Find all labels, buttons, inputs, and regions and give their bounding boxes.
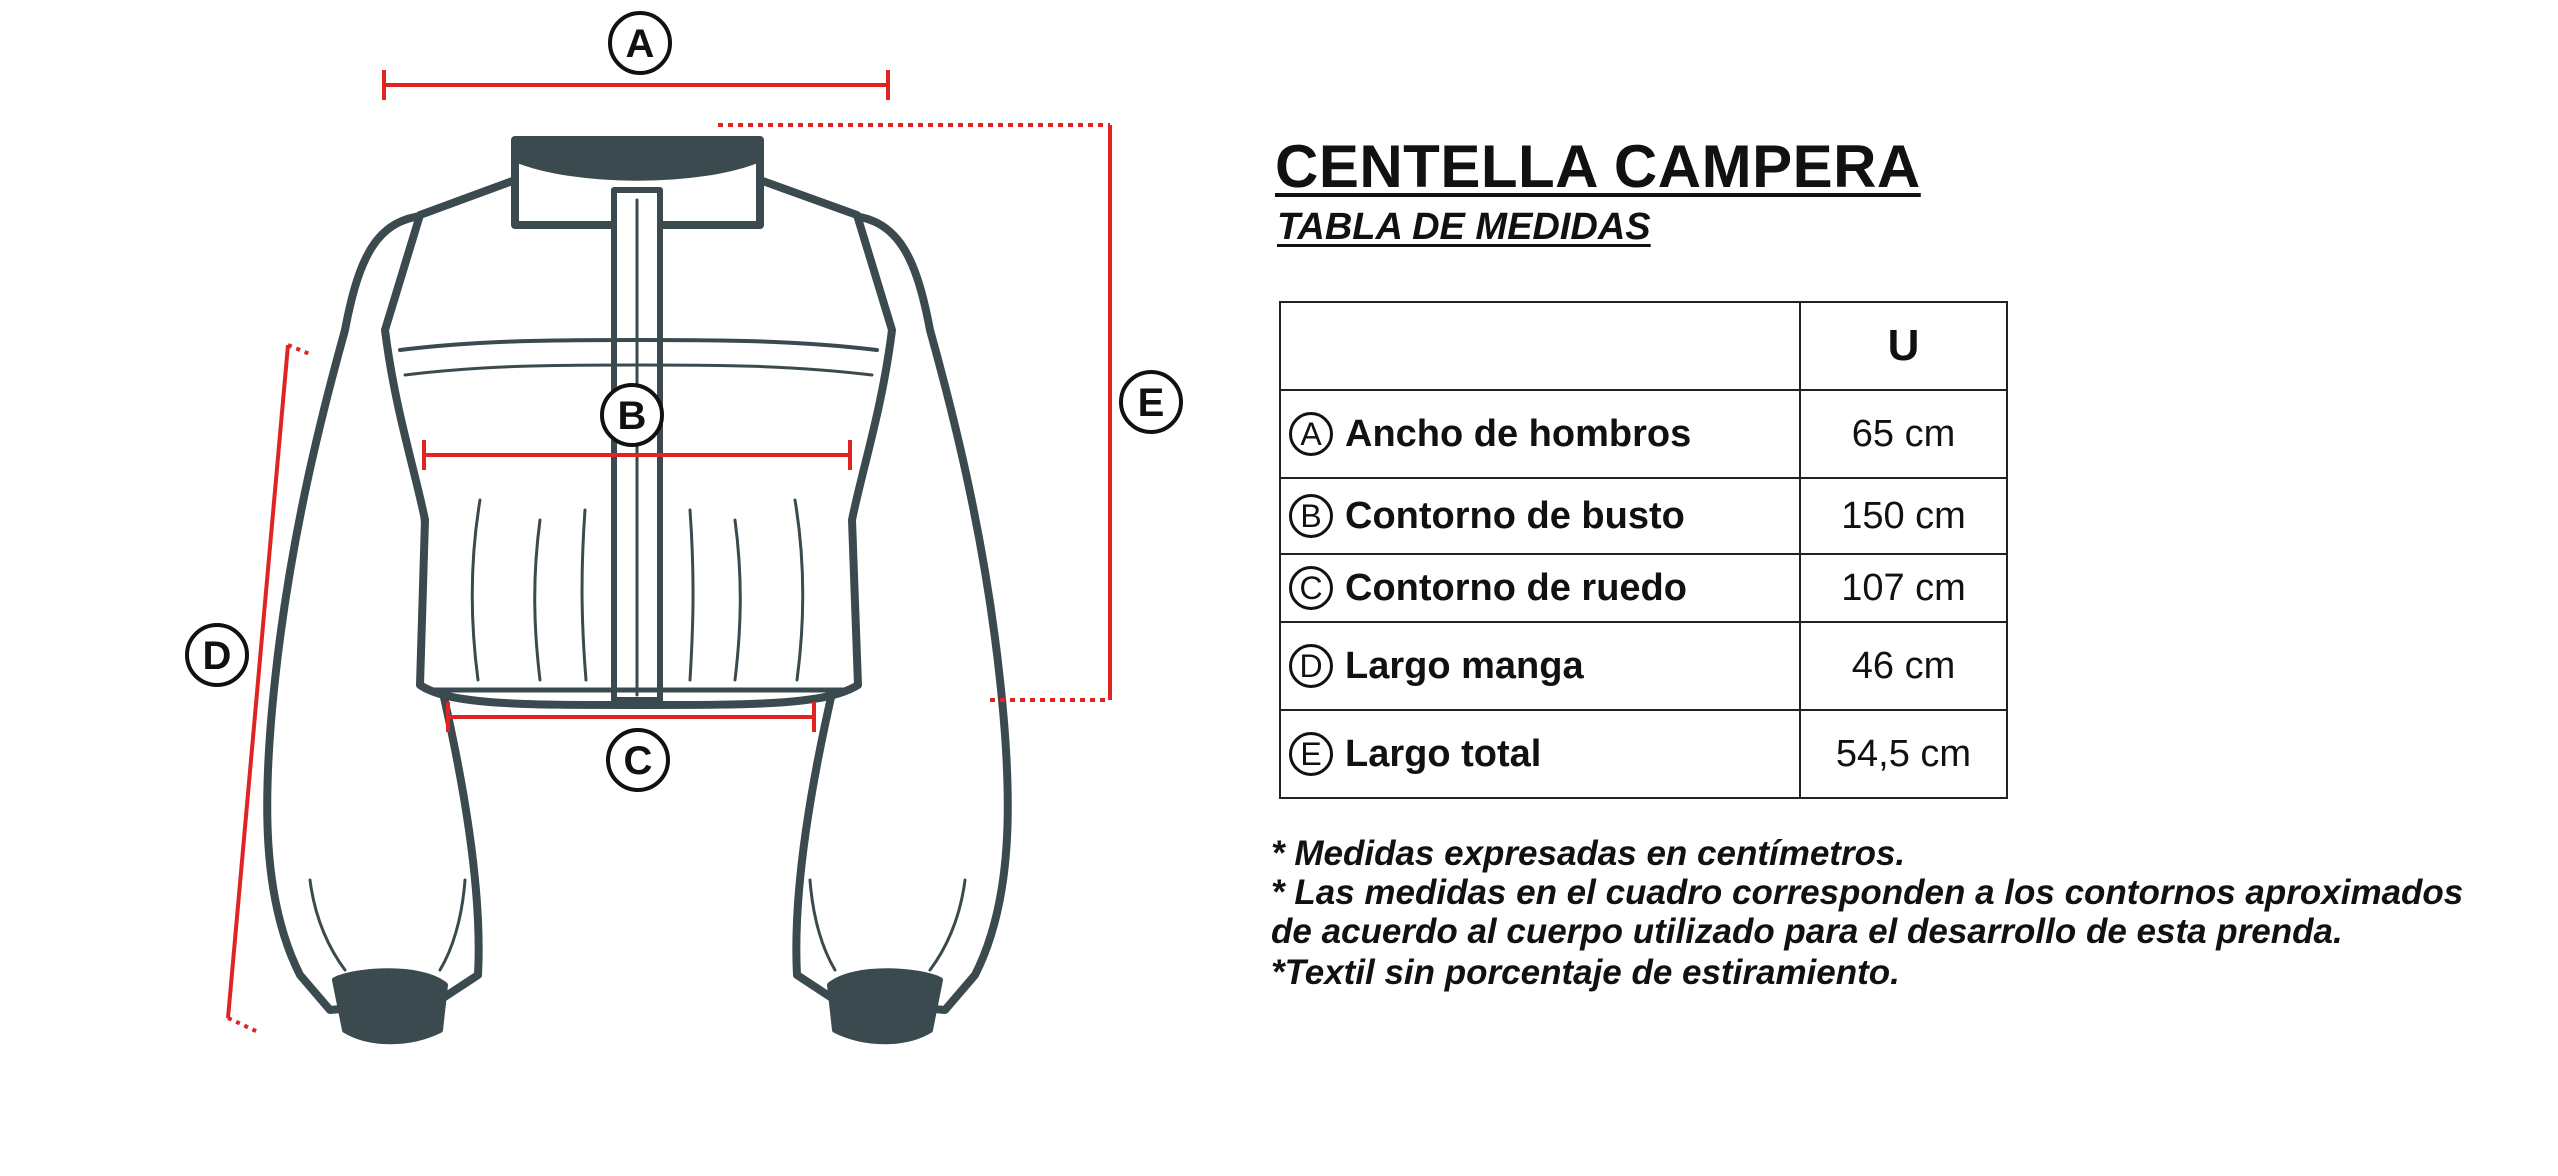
jacket-sketch (0, 0, 1200, 1176)
row-marker: B (1289, 494, 1333, 538)
measure-label: Largo manga (1345, 644, 1584, 687)
row-marker: A (1289, 412, 1333, 456)
table-row (1280, 554, 2007, 622)
row-marker: C (1289, 566, 1333, 610)
measure-value: 46 cm (1800, 622, 2007, 710)
note-stretch: *Textil sin porcentaje de estiramiento. (1271, 953, 1900, 992)
table-row (1280, 478, 2007, 554)
measure-label: Largo total (1345, 732, 1542, 775)
measure-header-cell (1280, 302, 1800, 390)
measure-cell (1280, 478, 1800, 554)
row-marker: E (1289, 732, 1333, 776)
measure-cell (1280, 554, 1800, 622)
marker-c (608, 730, 668, 790)
table-row (1280, 390, 2007, 478)
jacket-outline (267, 140, 1008, 1041)
table-header-row (1280, 302, 2007, 390)
marker-b-label: B (617, 394, 647, 438)
marker-d-label: D (202, 634, 232, 678)
right-cuff (830, 971, 940, 1041)
marker-a (610, 13, 670, 73)
measure-value: 107 cm (1800, 554, 2007, 622)
measure-label: Contorno de busto (1345, 494, 1685, 537)
marker-a-label: A (625, 22, 655, 66)
measure-label: Contorno de ruedo (1345, 566, 1687, 609)
marker-e-label: E (1137, 381, 1165, 425)
note-contours: * Las medidas en el cuadro corresponden a los contornos aproximados de acuerdo al cuerpo utilizado para el desarrollo de esta prenda. (1271, 873, 2464, 951)
document-subtitle: TABLA DE MEDIDAS (1277, 206, 1651, 248)
measure-cell (1280, 710, 1800, 798)
marker-c-label: C (623, 739, 653, 783)
size-header-cell: U (1800, 302, 2007, 390)
marker-d (187, 625, 247, 685)
marker-e (1121, 372, 1181, 432)
notes (1271, 834, 2471, 992)
size-table (1279, 301, 2008, 799)
measure-cell (1280, 390, 1800, 478)
table-row (1280, 710, 2007, 798)
table-row (1280, 622, 2007, 710)
measure-value: 54,5 cm (1800, 710, 2007, 798)
marker-b (602, 385, 662, 445)
measure-label: Ancho de hombros (1345, 412, 1692, 455)
measure-cell (1280, 622, 1800, 710)
note-units: * Medidas expresadas en centímetros. (1271, 834, 1906, 873)
left-cuff (335, 971, 445, 1041)
measure-value: 65 cm (1800, 390, 2007, 478)
measure-value: 150 cm (1800, 478, 2007, 554)
row-marker: D (1289, 644, 1333, 688)
document-title: CENTELLA CAMPERA (1275, 133, 1921, 200)
